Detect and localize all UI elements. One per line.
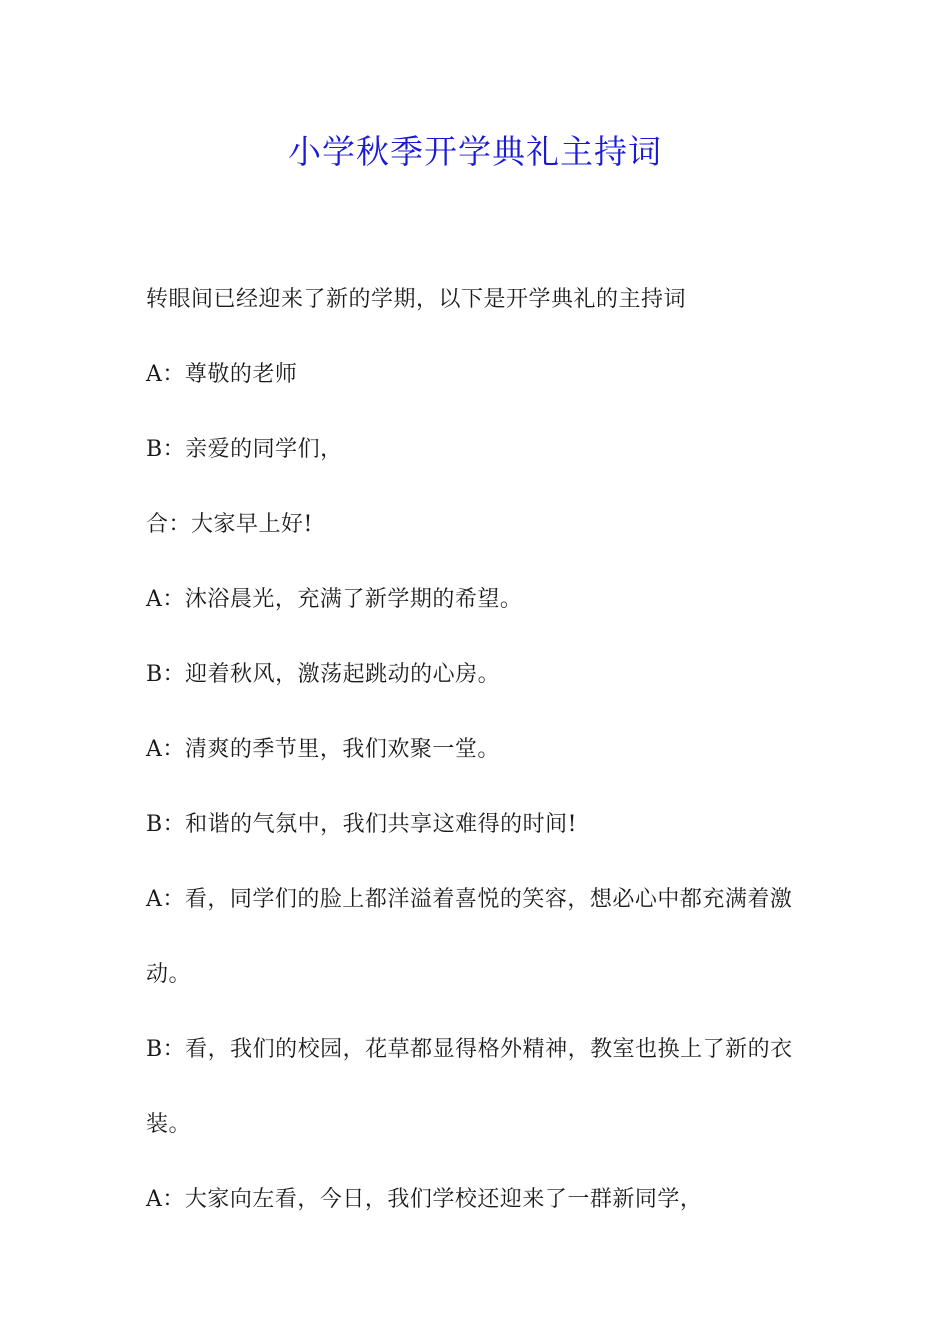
paragraph: B：亲爱的同学们， bbox=[146, 437, 343, 462]
paragraph: 转眼间已经迎来了新的学期，以下是开学典礼的主持词 bbox=[146, 287, 687, 312]
paragraph: A：尊敬的老师 bbox=[146, 362, 298, 387]
paragraph: B：和谐的气氛中，我们共享这难得的时间! bbox=[146, 812, 578, 837]
paragraph: A：看，同学们的脸上都洋溢着喜悦的笑容，想必心中都充满着激动。 bbox=[146, 887, 793, 987]
paragraph: 合：大家早上好! bbox=[146, 512, 313, 537]
document-title: 小学秋季开学典礼主持词 bbox=[288, 132, 662, 171]
paragraph: A：沐浴晨光，充满了新学期的希望。 bbox=[146, 587, 523, 612]
paragraph: A：大家向左看，今日，我们学校还迎来了一群新同学， bbox=[146, 1187, 703, 1212]
paragraph: A：清爽的季节里，我们欢聚一堂。 bbox=[146, 737, 500, 762]
document-body bbox=[146, 262, 810, 1237]
paragraph: B：看，我们的校园，花草都显得格外精神，教室也换上了新的衣装。 bbox=[146, 1037, 793, 1137]
paragraph: B：迎着秋风，激荡起跳动的心房。 bbox=[146, 662, 501, 687]
